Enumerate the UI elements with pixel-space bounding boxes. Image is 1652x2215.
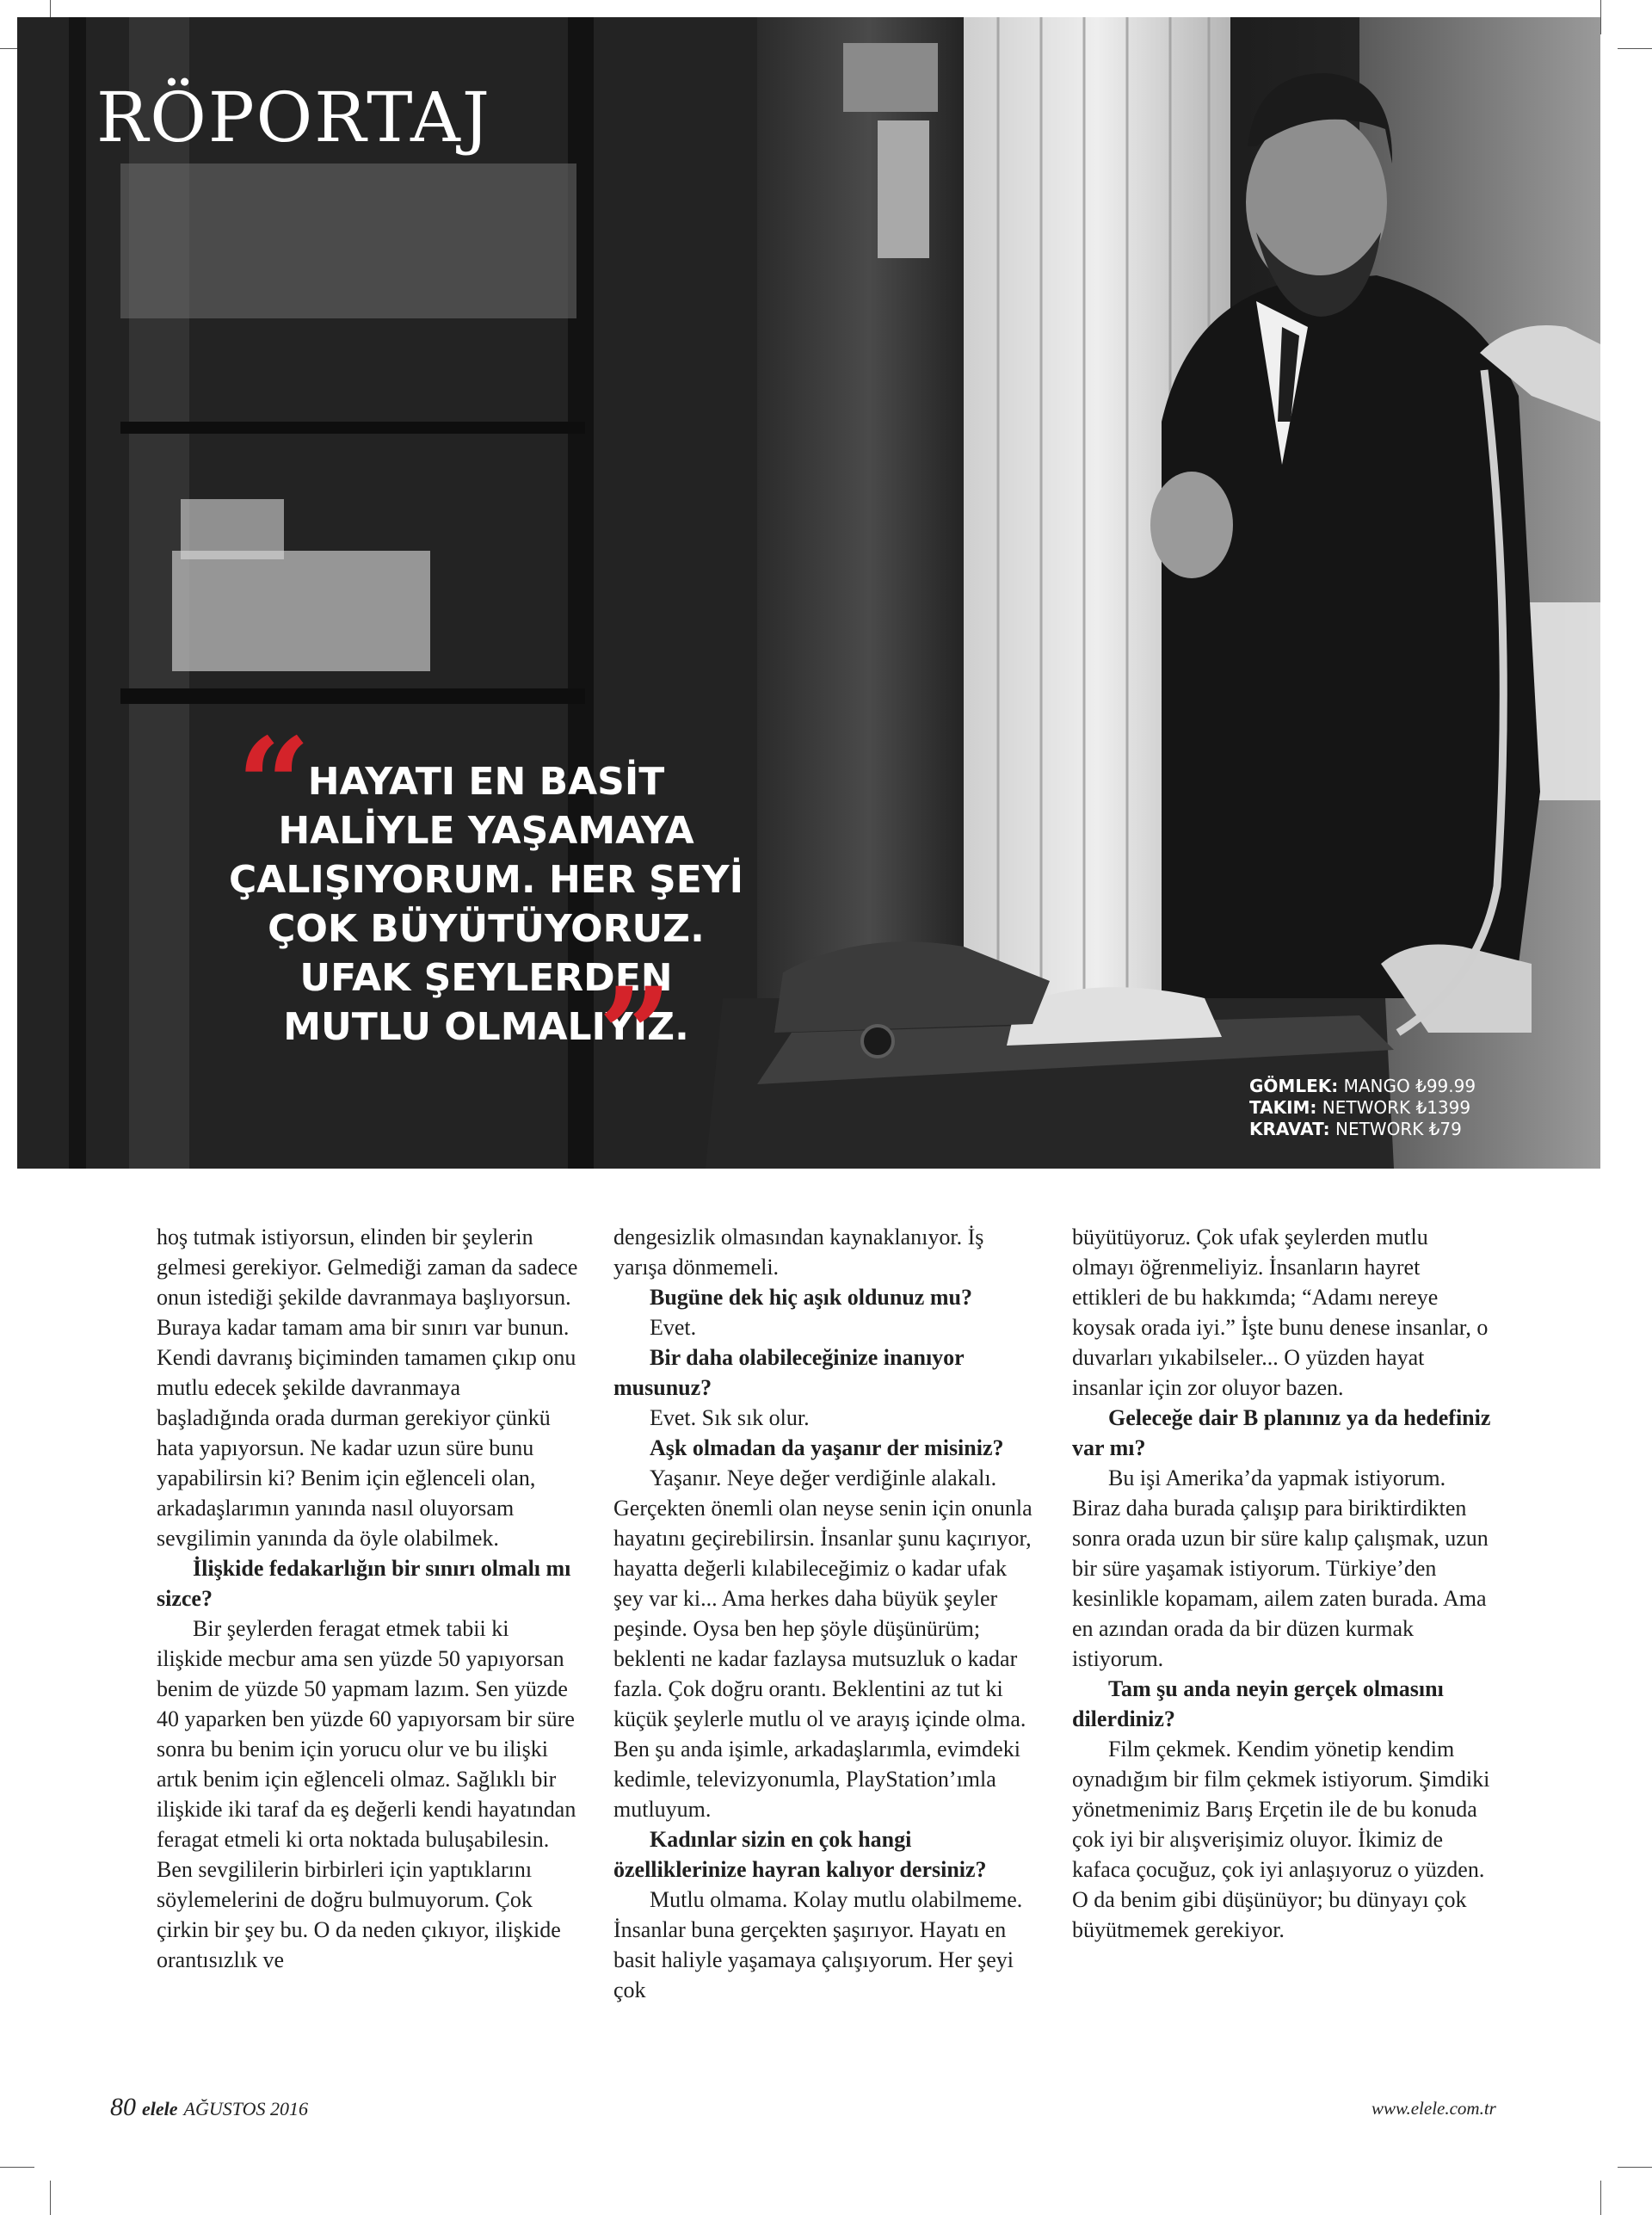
page-footer: [110, 2093, 308, 2122]
magazine-name: elele: [142, 2098, 178, 2119]
fashion-credits: [1249, 1076, 1476, 1140]
paragraph: hoş tutmak istiyorsun, elinden bir şeylerin gelmesi gerekiyor. Gelmediği zaman da sadece onun istediği şekilde davranmaya başlıyorsun. Buraya kadar tamam ama bir sınırı var bunun. Kendi davranış biçiminden tamamen çıkıp onu mutlu edecek şekilde davranmaya başladığında orada durman gerekiyor çünkü hata yapıyorsun. Ne kadar uzun süre bunu yapabilirsin ki? Benim için eğlenceli olan, arkadaşlarımın yanında nasıl oluyorsam sevgilimin yanında da öyle olabilmek.: [157, 1225, 578, 1551]
credit-value: MANGO ₺99.99: [1343, 1076, 1476, 1096]
credit-line: [1249, 1076, 1476, 1097]
text-column-2: [613, 1222, 1035, 2005]
paragraph: büyütüyoruz. Çok ufak şeylerden mutlu olmayı öğrenmeliyiz. İnsanların hayret ettikleri de bu hakkımda; “Adamı nereye koysak orada iyi.” İşte bunu denese insanlar, o duvarları yıkabilseler... O yüzden hayat insanlar için zor oluyor bazen.: [1072, 1225, 1489, 1400]
paragraph: Bu işi Amerika’da yapmak istiyorum. Biraz daha burada çalışıp para biriktirdikten sonra orada uzun bir süre kalıp çalışmak, uzun bir süre yaşamak istiyorum. Türkiye’den kesinlikle kopamam, ailem zaten burada. Ama en azından orada da bir düzen kurmak istiyorum.: [1072, 1465, 1489, 1671]
text-column-3: [1072, 1222, 1494, 1945]
interview-question: Bir daha olabileceğinize inanıyor musunuz?: [613, 1345, 965, 1400]
interview-question: Tam şu anda neyin gerçek olmasını dilerdiniz?: [1072, 1676, 1444, 1731]
credit-label: KRAVAT:: [1249, 1119, 1330, 1139]
paragraph: Bir şeylerden feragat etmek tabii ki ilişkide mecbur ama sen yüzde 50 yapıyorsan benim de yüzde 50 yapmam lazım. Sen yüzde 40 yaparken ben yüzde 60 yapıyorsam bir süre sonra bu benim için yorucu olur ve bu ilişki artık benim için eğlenceli olmaz. Sağlıklı bir ilişkide iki taraf da eş değerli kendi hayatından feragat etmeli ki orta noktada buluşabilesin. Ben sevgililerin birbirleri için yaptıklarını söylemelerini de doğru bulmuyorum. Çok çirkin bir şey bu. O da neden çıkıyor, ilişkide orantısızlık ve: [157, 1616, 576, 1972]
interview-question: Bugüne dek hiç aşık oldunuz mu?: [650, 1285, 972, 1310]
page-number: 80: [110, 2093, 136, 2121]
paragraph: dengesizlik olmasından kaynaklanıyor. İş yarışa dönmemeli.: [613, 1225, 984, 1280]
credit-label: GÖMLEK:: [1249, 1076, 1339, 1096]
paragraph: Mutlu olmama. Kolay mutlu olabilmeme. İnsanlar buna gerçekten şaşırıyor. Hayatı en basit haliyle yaşamaya çalışıyorum. Her şeyi çok: [613, 1887, 1023, 2002]
text-column-1: [157, 1222, 578, 1975]
crop-mark: [1600, 2181, 1601, 2215]
crop-mark: [0, 2167, 34, 2168]
section-title: RÖPORTAJ: [96, 77, 491, 157]
paragraph: Yaşanır. Neye değer verdiğinle alakalı. Gerçekten önemli olan neyse senin için onunla hayatını geçirebilirsin. İnsanlar şunu kaçırıyor, hayatta değerli kılabileceğimiz o kadar ufak şey var ki... Ama herkes daha büyük şeyler peşinde. Oysa ben hep şöyle düşünürüm; beklenti ne kadar fazlaysa mutsuzluk o kadar fazla. Çok doğru orantı. Beklentini az tut ki küçük şeylerle mutlu ol ve arayış içinde olma. Ben şu anda işimle, arkadaşlarımla, evimdeki kedimle, televizyonumla, PlayStation’ımla mutluyum.: [613, 1465, 1032, 1822]
crop-mark: [1618, 48, 1652, 49]
crop-mark: [1600, 0, 1601, 34]
credit-line: [1249, 1119, 1476, 1140]
credit-value: NETWORK ₺79: [1335, 1119, 1462, 1139]
close-quote-mark: ”: [598, 959, 673, 1111]
pull-quote-text: HAYATI EN BASİT HALİYLE YAŞAMAYA ÇALIŞIYORUM. HER ŞEYİ ÇOK BÜYÜTÜYORUZ. UFAK ŞEYLERDEN MUTLU OLMALIYIZ.: [229, 760, 743, 1049]
paragraph: Film çekmek. Kendim yönetip kendim oynadığım bir film çekmek istiyorum. Şimdiki yönetmenimiz Barış Erçetin ile de bu konuda çok iyi bir alışverişimiz oluyor. İkimiz de kafaca çocuğuz, çok iyi anlaşıyoruz o yüzden. O da benim gibi düşünüyor; bu dünyayı çok büyütmemek gerekiyor.: [1072, 1737, 1490, 1942]
crop-mark: [1618, 2167, 1652, 2168]
crop-mark: [50, 2181, 51, 2215]
credit-line: [1249, 1097, 1476, 1119]
interview-question: İlişkide fedakarlığın bir sınırı olmalı mı sizce?: [157, 1556, 571, 1611]
paragraph: Evet.: [650, 1315, 697, 1340]
pull-quote: [228, 710, 744, 1111]
issue-date: AĞUSTOS 2016: [183, 2098, 308, 2119]
interview-question: Kadınlar sizin en çok hangi özelliklerinize hayran kalıyor dersiniz?: [613, 1827, 987, 1882]
open-quote-mark: “: [237, 710, 311, 861]
website-url: www.elele.com.tr: [1372, 2098, 1496, 2119]
credit-label: TAKIM:: [1249, 1097, 1317, 1118]
interview-question: Geleceğe dair B planınız ya da hedefiniz var mı?: [1072, 1405, 1491, 1460]
paragraph: Evet. Sık sık olur.: [650, 1405, 810, 1430]
interview-question: Aşk olmadan da yaşanır der misiniz?: [650, 1435, 1004, 1460]
credit-value: NETWORK ₺1399: [1322, 1097, 1471, 1118]
